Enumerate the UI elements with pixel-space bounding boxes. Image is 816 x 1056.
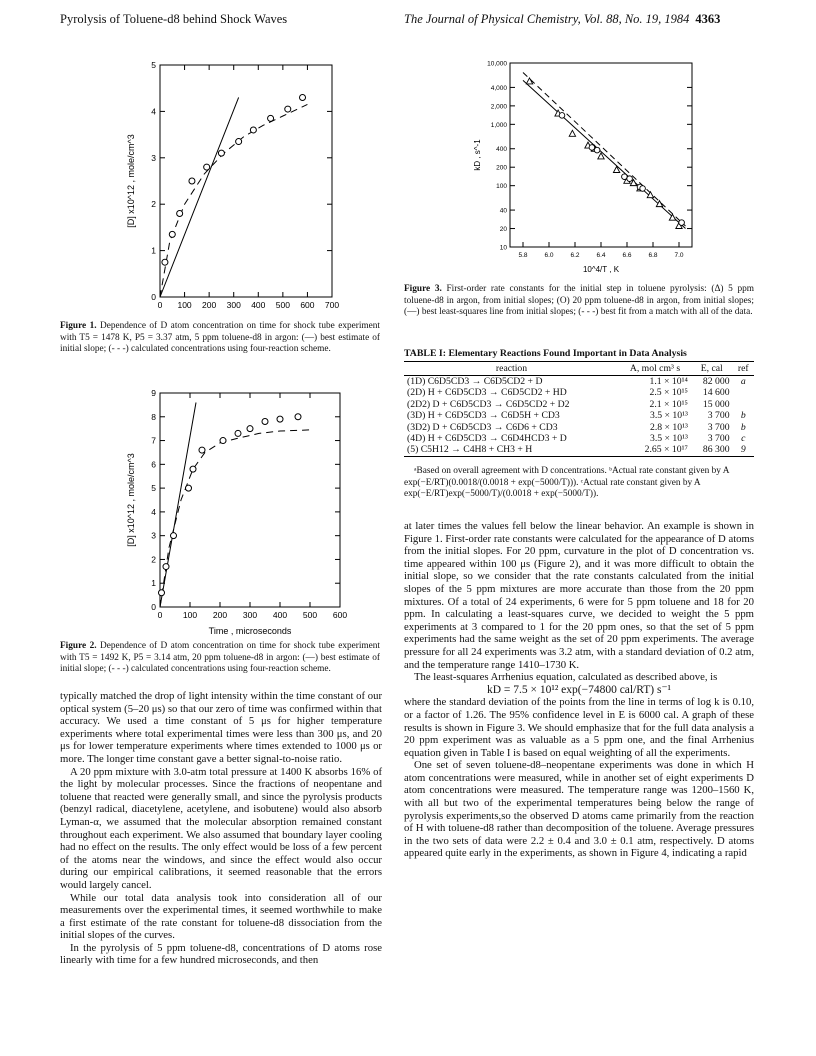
table-cell: (2D2) D + C6D5CD3 → C6D5CD2 + D2 (407, 398, 570, 410)
figure-2 (60, 385, 380, 637)
paragraph: A 20 ppm mixture with 3.0-atm total pressure at 1400 K absorbs 16% of the light by molecular processes. Since the fractions of neopentane and toluene that reacted were generally small, and since the pyrolysis products (benzyl radical, diacetylene, acetylene, and isobutene) would also absorb Lyman-α, we assumed that the molecular absorption remained constant throughout each experiment. We also assumed that boundary layer cooling had no effect on the results. The only effect would be loss of a few percent of the atoms near the windows, and since the effect would also occur during our empirical calibrations, it seemed reasonable that the errors would largely cancel. (60, 765, 382, 891)
y-tick-label: 0 (151, 602, 156, 612)
y-axis-label: [D] x10^12 , mole/cm^3 (126, 134, 136, 228)
table-cell: (2D) H + C6D5CD3 → C6D5CD2 + HD (407, 387, 567, 399)
table-row (404, 399, 754, 410)
data-point (162, 259, 168, 265)
data-point (190, 466, 196, 472)
table-cell: (5) C5H12 → C4H8 + CH3 + H (404, 444, 619, 456)
table-header: reaction (404, 362, 619, 376)
data-point (268, 115, 274, 121)
running-header-title: Pyrolysis of Toluene-d8 behind Shock Waves (60, 12, 288, 26)
figure-2-caption-text: Dependence of D atom concentration on time for shock tube experiment with T5 = 1492 K, P5 = 3.14 atm, 20 ppm toluene-d8 in argon: (—) best estimate of initial slope; (- - -) calculated concentrations using four-reaction scheme. (60, 641, 381, 674)
data-point-triangle (569, 130, 575, 136)
y-tick-label: 1 (151, 245, 156, 256)
table-row (404, 422, 754, 433)
data-point (295, 414, 301, 420)
data-point-circle (559, 113, 565, 119)
data-point (300, 94, 306, 100)
x-tick-label: 100 (177, 300, 192, 310)
y-axis-label: [D] x10^12 , mole/cm^3 (126, 453, 136, 547)
x-tick-label: 300 (242, 610, 258, 620)
x-tick-label: 400 (272, 610, 288, 620)
figure-1-caption-text: Dependence of D atom concentration on time for shock tube experiment with T5 = 1478 K, P5 = 3.37 atm, 5 ppm toluene-d8 in argon: (—) best estimate of initial slope; (- - -) calculated concentrations using four-reaction scheme. (60, 321, 381, 354)
table-header: ref (733, 362, 754, 376)
y-tick-label: 4,000 (490, 84, 507, 92)
data-point (220, 438, 226, 444)
data-point (236, 139, 242, 145)
x-tick-label: 200 (212, 610, 228, 620)
x-tick-label: 0 (157, 610, 163, 620)
data-point-circle (627, 176, 633, 182)
data-point (171, 533, 177, 539)
y-tick-label: 2 (151, 554, 156, 565)
calculated-curve (160, 430, 310, 607)
x-tick-label: 100 (182, 610, 198, 620)
y-tick-label: 400 (496, 146, 507, 154)
figure-1 (60, 55, 380, 315)
table-cell: (1D) C6D5CD3 → C6D5CD2 + D (407, 376, 543, 387)
right-column-text (404, 520, 754, 860)
data-point (169, 231, 175, 237)
x-tick-label: 7.0 (674, 252, 684, 259)
table-header: E, cal (691, 362, 733, 376)
data-point-circle (594, 147, 600, 153)
data-point (250, 127, 256, 133)
table-cell: 2.65 × 10¹⁷ (619, 444, 691, 456)
paragraph: at later times the values fell below the linear behavior. An example is shown in Figure 1. First-order rate constants were calculated for the appearance of D atoms from the initial slopes. For 20 ppm, curvature in the plot of D concentration vs. time appeared within 100 μs (Figure 2), and it was more difficult to obtain the initial slope, so we consider that the rate constants calculated from the initial slopes of the 5 ppm mixtures are more accurate than those from the 20 ppm mixtures. Of a total of 24 experiments, 6 were for 5 ppm toluene and 18 for 20 ppm. In calculating a least-squares curve, we decided to weight the 5 ppm experiments at 3 compared to 1 for the 20 ppm ones, so that the set of 5 ppm experiments had the same weight as the set of 20 ppm experiments. The average pressure for all 24 experiments was 3.2 atm, with a standard deviation of 0.2 atm, and the temperature range 1410–1730 K. (404, 520, 754, 671)
y-tick-label: 40 (499, 207, 507, 215)
x-tick-label: 0 (157, 300, 163, 310)
plot-frame (160, 65, 332, 297)
y-tick-label: 3 (151, 530, 156, 541)
x-tick-label: 300 (226, 300, 241, 310)
y-tick-label: 1 (151, 578, 156, 589)
y-tick-label: 1,000 (490, 121, 507, 129)
table-header-row (404, 362, 754, 376)
table-cell: (3D2) D + C6D5CD3 → C6D6 + CD3 (407, 421, 558, 433)
table-cell: b (740, 421, 746, 433)
y-tick-label: 9 (151, 388, 156, 398)
table-cell: 3 700 (707, 410, 730, 422)
figure-3-caption (404, 284, 754, 319)
data-point (177, 210, 183, 216)
table-cell: b (740, 410, 746, 422)
table-row (404, 376, 754, 388)
figure-3-chart (470, 55, 720, 280)
y-tick-label: 5 (151, 60, 156, 70)
data-point (159, 590, 165, 596)
x-tick-label: 600 (332, 610, 348, 620)
figure-3 (470, 55, 720, 280)
page-number: 4363 (695, 12, 721, 26)
y-tick-label: 6 (151, 459, 156, 470)
table-cell: 2.1 × 10¹⁵ (649, 398, 688, 410)
data-point (186, 485, 192, 491)
left-column-text (60, 690, 382, 967)
table-cell: 1.1 × 10¹⁴ (649, 376, 688, 387)
figure-3-caption-text: First-order rate constants for the initial step in toluene pyrolysis: (Δ) 5 ppm toluene-d8 in argon, from initial slopes; (O) 20 ppm toluene-d8 in argon, from initial slopes; (—) best least-squares line from initial slopes; (- - -) best fit from a match with all of the data. (404, 284, 755, 317)
y-tick-label: 3 (151, 152, 156, 163)
y-tick-label: 4 (151, 106, 156, 117)
data-point (285, 106, 291, 112)
calculated-curve (160, 104, 307, 297)
paragraph: The least-squares Arrhenius equation, calculated as described above, is (414, 671, 718, 684)
figure-1-chart (60, 55, 380, 315)
y-tick-label: 2 (151, 199, 156, 210)
figure-1-caption (60, 321, 380, 356)
table-cell: c (741, 433, 746, 445)
table-row (404, 410, 754, 421)
y-tick-label: 0 (151, 292, 156, 302)
x-tick-label: 700 (324, 300, 340, 310)
table-title: TABLE I: Elementary Reactions Found Important in Data Analysis (404, 348, 687, 359)
x-axis-label: Time , microseconds (208, 626, 292, 636)
table-cell: 9 (733, 444, 754, 456)
data-point (262, 419, 268, 425)
y-tick-label: 7 (151, 435, 156, 446)
paragraph: typically matched the drop of light intensity within the time constant of our optical system (5–20 μs) so that our zero of time was confirmed within that accuracy. We used a time constant of 5 μs for higher temperature experiments where total experimental times were less than 300 μs, and 20 μs for lower temperature experiments where times extended to 1000 μs or more. The longer time constant gave a better signal-to-noise ratio. (60, 690, 382, 765)
y-axis-label: kD , s^-1 (473, 139, 482, 171)
paragraph: In the pyrolysis of 5 ppm toluene-d8, concentrations of D atoms rose linearly with time for a few hundred microseconds, and then (60, 941, 382, 967)
table-row (404, 444, 754, 456)
figure-2-caption (60, 641, 380, 676)
running-header-journal (404, 12, 720, 27)
table-row (404, 433, 754, 444)
y-tick-label: 4 (151, 506, 156, 517)
table-cell: 3 700 (707, 421, 730, 433)
y-tick-label: 8 (151, 411, 156, 422)
x-tick-label: 500 (275, 300, 290, 310)
reactions-table (404, 361, 754, 457)
table-cell: a (740, 376, 746, 387)
arrhenius-equation: kD = 7.5 × 10¹² exp(−74800 cal/RT) s⁻¹ (486, 683, 672, 696)
table-cell: 3.5 × 10¹³ (649, 433, 688, 445)
x-tick-label: 500 (302, 610, 318, 620)
paragraph: While our total data analysis took into consideration all of our measurements over the experimental times, it seemed worthwhile to make a first estimate of the rate constant for toluene-d8 dissociation from the initial slopes of the curves. (60, 891, 382, 942)
table-cell: (3D) H + C6D5CD3 → C6D5H + CD3 (407, 410, 560, 422)
initial-slope-line (160, 403, 196, 607)
y-tick-label: 10,000 (487, 60, 507, 68)
paragraph: One set of seven toluene-d8–neopentane experiments was done in which H atom concentrations were measured, while in another set of eight experiments D atom concentrations were measured. The temperature range was 1200–1560 K, with all but two of the experimental temperatures being below the range of pyrolysis experiments,so the observed D atoms came primarily from the reaction of H with toluene-d8 rather than decomposition of the toluene. Average pressures in the two sets of data were 2.2 ± 0.4 and 3.0 ± 0.1 atm, respectively. D atoms appeared quite early in the experiments, as shown in Figure 4, indicating a rapid (404, 759, 754, 860)
data-point-circle (640, 186, 646, 192)
table-cell: 2.5 × 10¹⁵ (649, 387, 688, 399)
data-point (163, 564, 169, 570)
table-cell: 86 300 (691, 444, 733, 456)
data-point (247, 426, 253, 432)
data-point (218, 150, 224, 156)
table-footnotes (404, 466, 754, 501)
x-tick-label: 5.8 (518, 252, 528, 259)
x-tick-label: 6.8 (648, 252, 658, 259)
table-row (404, 387, 754, 398)
figure-2-chart (60, 385, 380, 637)
y-tick-label: 100 (496, 183, 507, 191)
x-tick-label: 6.0 (544, 252, 554, 259)
initial-slope-line (160, 97, 239, 297)
figure-1-label: Figure 1. (60, 321, 97, 331)
data-point (204, 164, 210, 170)
plot-frame (160, 393, 340, 607)
table-cell: 15 000 (702, 398, 730, 410)
x-axis-label: 10^4/T , K (582, 265, 620, 274)
table-cell: 14 600 (702, 387, 730, 399)
x-tick-label: 400 (251, 300, 266, 310)
table-cell (733, 399, 754, 410)
journal-citation: The Journal of Physical Chemistry, Vol. 88, No. 19, 1984 (404, 12, 690, 26)
y-tick-label: 200 (496, 164, 507, 172)
data-point-circle (589, 145, 595, 151)
table-cell: 82 000 (702, 376, 730, 387)
x-tick-label: 6.2 (570, 252, 580, 259)
table-cell: 3 700 (707, 433, 730, 445)
table-cell: 3.5 × 10¹³ (649, 410, 688, 422)
y-tick-label: 2,000 (490, 103, 507, 111)
data-point (277, 416, 283, 422)
table-cell: (4D) H + C6D5CD3 → C6D4HCD3 + D (407, 433, 567, 445)
data-point-circle (679, 220, 685, 226)
paragraph: where the standard deviation of the points from the line in terms of log k is 0.10, or a factor of 1.26. The 95% confidence level in E is 6000 cal. A graph of these results is shown in Figure 3. We should emphasize that for the full data analysis a 20 ppm experiment was as valuable as a 5 ppm one, and the final Arrhenius equation given in Table I is based on equal weighting of all the experiments. (404, 696, 754, 759)
table-cell (733, 387, 754, 398)
data-point (189, 178, 195, 184)
y-tick-label: 5 (151, 483, 156, 494)
data-point (235, 430, 241, 436)
figure-2-label: Figure 2. (60, 641, 97, 651)
data-point (199, 447, 205, 453)
table-header: A, mol cm³ s (619, 362, 691, 376)
x-tick-label: 6.4 (596, 252, 606, 259)
y-tick-label: 10 (499, 244, 507, 252)
x-tick-label: 200 (202, 300, 217, 310)
table-footnote: ᵃBased on overall agreement with D concentrations. ᵇActual rate constant given by A exp(−E/RT)(0.0018/(0.0018 + exp(−5000/T))). ᶜActual rate constant given by A exp(−E/RT)exp(−5000/T)/(0.0018 + exp(−5000/T)). (404, 466, 729, 499)
x-tick-label: 600 (300, 300, 315, 310)
figure-3-label: Figure 3. (404, 284, 442, 294)
y-tick-label: 20 (499, 226, 507, 234)
table-cell: 2.8 × 10¹³ (649, 421, 688, 433)
x-tick-label: 6.6 (622, 252, 632, 259)
